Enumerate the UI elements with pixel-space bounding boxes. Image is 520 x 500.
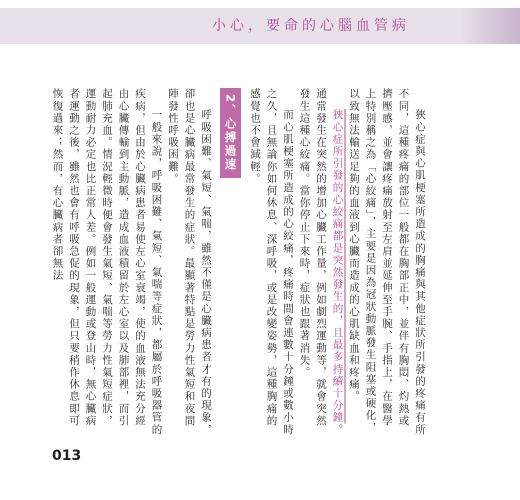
- highlighted-sentence: 狹心症所引發的心絞痛都是突然發生的，且最多持續十分鐘: [331, 109, 344, 424]
- vertical-body-text: [51, 88, 428, 438]
- paragraph-dyspnea: 呼吸困難、氣短、氣喘，雖然不僅是心臟病患者才有的現象，卻也是心臟病最常發生的症狀。最顯著特點是勞力性氣短和夜間陣發性呼吸困難。: [167, 88, 212, 436]
- running-header-title: 小心，要命的心腦血管病: [212, 18, 410, 34]
- section-heading: 2、心搏過速: [220, 88, 241, 178]
- paragraph-angina-description: 狹心症與心肌梗塞所造成的胸痛與其他症狀所引發的疼痛有所不同，這種疼痛的部位一般都在胸部正中，並伴有胸悶、灼熱或擠壓感，並會讓疼痛放射至左肩並延伸至手腕、手指上，在醫學上特別稱之為「心絞痛」，主要是因為冠狀動脈發生阻塞或硬化，以致無法輸送足夠的血液到心臟而造成的心肌缺血和疼痛。: [348, 88, 426, 436]
- paragraph-heart-failure: 一般來說，呼吸困難、氣短、氣喘等症狀，都屬於呼吸器管的疾病，但由於心臟病患者易使左心室衰竭，使的血液無法充分經由心臟傳輸到主動脈，造成血液積留於左心室以及肺部裡，而引起肺充血。情況輕微時便會發生氣短、氣喘等勞力性氣短症狀，運動耐力必定也比正常人差。例如一般運動或登山時，無心臟病者運動之後，雖然也會有呼吸急促的現象，但只要稍作休息即可恢復過來；然而，有心臟病者卻無法: [51, 88, 163, 436]
- paragraph-angina-duration: [296, 88, 346, 438]
- section-heading-wrap: [214, 88, 247, 438]
- paragraph-infarction-pain: 而心肌梗塞所造成的心絞痛，疼痛時間會連數十分鐘或數小時之久，且無論你如何休息、深呼吸，或是改變姿勢，這種胸痛的感覺也不會減輕。: [249, 88, 294, 436]
- header-accent: [460, 8, 520, 44]
- paragraph-angina-duration-rest: 。通常發生在突然的增加心臟工作量，例如劇烈運動等，就會突然發生這種心絞痛。當你停止下來時，症狀也跟著消失。: [298, 88, 344, 436]
- page-number: 013: [52, 448, 82, 464]
